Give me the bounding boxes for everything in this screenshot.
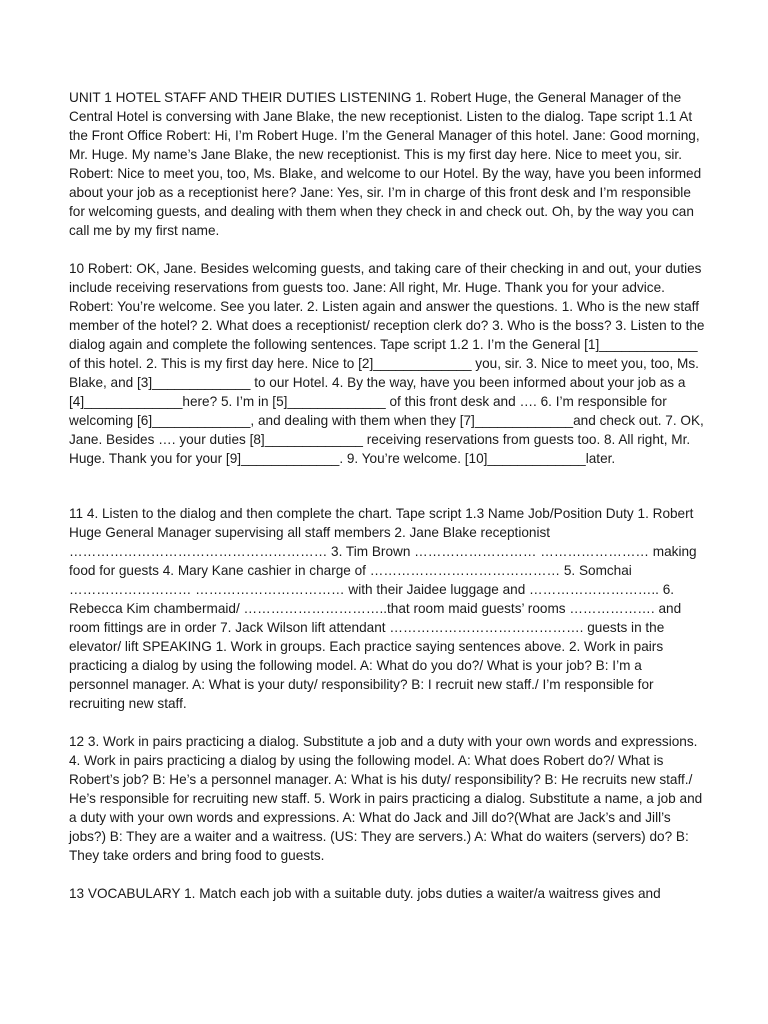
- paragraph-page-13: 13 VOCABULARY 1. Match each job with a suitable duty. jobs duties a waiter/a waitress gives and: [69, 886, 661, 901]
- document-page: [69, 88, 705, 903]
- paragraph-unit-intro: UNIT 1 HOTEL STAFF AND THEIR DUTIES LISTENING 1. Robert Huge, the General Manager of the Central Hotel is conversing with Jane Blake, the new receptionist. Listen to the dialog. Tape script 1.1 At the Front Office Robert: Hi, I’m Robert Huge. I’m the General Manager of this hotel. Jane: Good morning, Mr. Huge. My name’s Jane Blake, the new receptionist. This is my first day here. Nice to meet you, sir. Robert: Nice to meet you, too, Ms. Blake, and welcome to our Hotel. By the way, have you been informed about your job as a receptionist here? Jane: Yes, sir. I’m in charge of this front desk and I’m responsible for welcoming guests, and dealing with them when they check in and check out. Oh, by the way you can call me by my first name.: [69, 90, 702, 238]
- paragraph-page-11: 11 4. Listen to the dialog and then complete the chart. Tape script 1.3 Name Job/Position Duty 1. Robert Huge General Manager supervising all staff members 2. Jane Blake receptionist ………………………………………………… 3. Tim Brown ……………………… …………………… making food for guests 4. Mary Kane cashier in charge of …………………………………… 5. Somchai ……………………… …………………………… with their Jaidee luggage and ……………………….. 6. Rebecca Kim chambermaid/ …………………………..that room maid guests’ rooms ………………. and room fittings are in order 7. Jack Wilson lift attendant ……………………………………. guests in the elevator/ lift SPEAKING 1. Work in groups. Each practice saying sentences above. 2. Work in pairs practicing a dialog by using the following model. A: What do you do?/ What is your job? B: I’m a personnel manager. A: What is your duty/ responsibility? B: I recruit new staff./ I’m responsible for recruiting new staff.: [69, 506, 697, 711]
- paragraph-page-10: 10 Robert: OK, Jane. Besides welcoming guests, and taking care of their checking in and out, your duties include receiving reservations from guests too. Jane: All right, Mr. Huge. Thank you for your advice. Robert: You’re welcome. See you later. 2. Listen again and answer the questions. 1. Who is the new staff member of the hotel? 2. What does a receptionist/ reception clerk do? 3. Who is the boss? 3. Listen to the dialog again and complete the following sentences. Tape script 1.2 1. I’m the General [1]_____________ of this hotel. 2. This is my first day here. Nice to [2]_____________ you, sir. 3. Nice to meet you, too, Ms. Blake, and [3]_____________ to our Hotel. 4. By the way, have you been informed about your job as a [4]_____________here? 5. I’m in [5]_____________ of this front desk and …. 6. I’m responsible for welcoming [6]_____________, and dealing with them when they [7]_____________and check out. 7. OK, Jane. Besides …. your duties [8]_____________ receiving reservations from guests too. 8. All right, Mr. Huge. Thank you for your [9]_____________. 9. You’re welcome. [10]_____________later.: [69, 261, 705, 466]
- paragraph-page-12: 12 3. Work in pairs practicing a dialog. Substitute a job and a duty with your own words and expressions. 4. Work in pairs practicing a dialog by using the following model. A: What does Robert do?/ What is Robert’s job? B: He’s a personnel manager. A: What is his duty/ responsibility? B: He recruits new staff./ He’s responsible for recruiting new staff. 5. Work in pairs practicing a dialog. Substitute a name, a job and a duty with your own words and expressions. A: What do Jack and Jill do?(What are Jack’s and Jill’s jobs?) B: They are a waiter and a waitress. (US: They are servers.) A: What do waiters (servers) do? B: They take orders and bring food to guests.: [69, 734, 703, 863]
